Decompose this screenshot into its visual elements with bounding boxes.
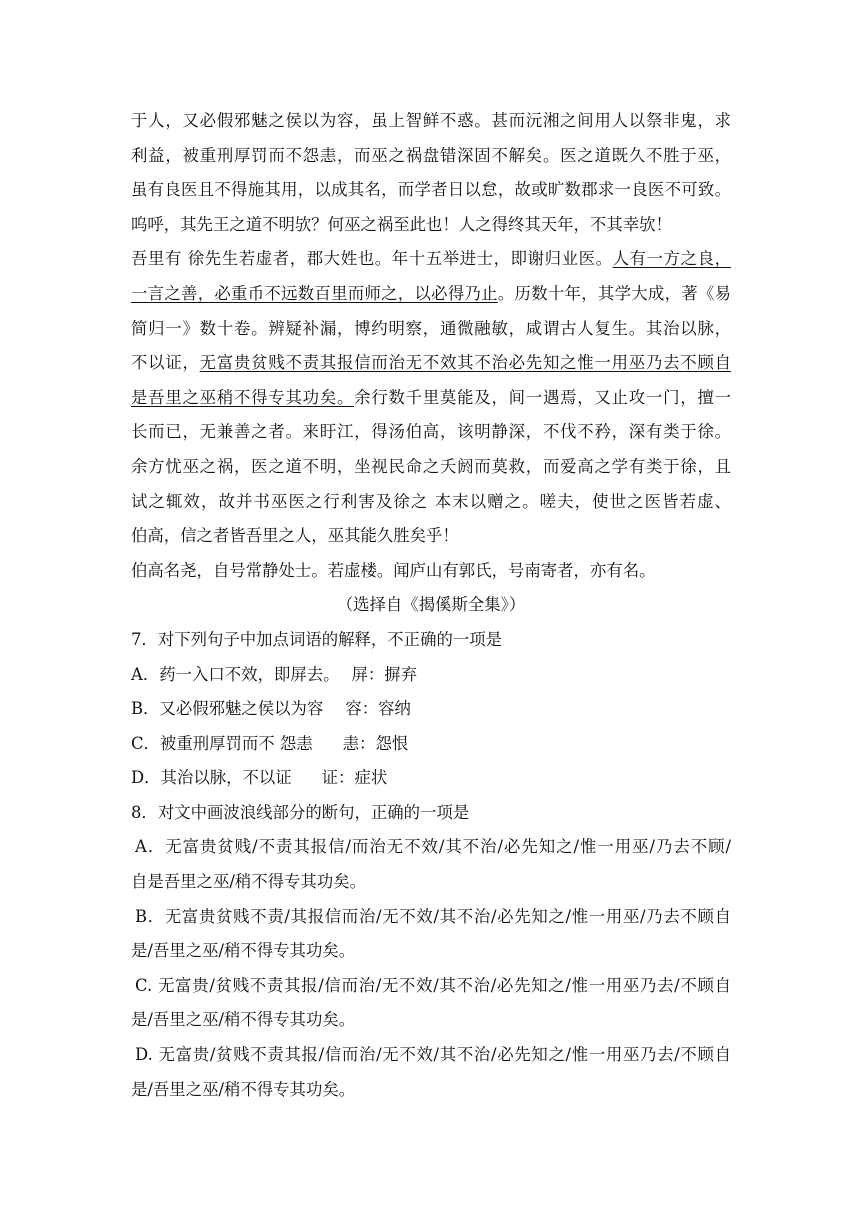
option-sentence: A．药一入口不效，即屏去。 xyxy=(131,664,340,684)
option-c: C. 无富贵/贫贱不责其报/信而治/无不效/其不治/必先知之/惟一用巫乃去/不顾自 xyxy=(135,975,731,995)
passage-text: 不以证， xyxy=(131,353,200,373)
option-b: B．无富贵贫贱不责/其报信而治/无不效/其不治/必先知之/惟一用巫/乃去不顾自 xyxy=(135,906,731,926)
source-citation: （选择自《揭傒斯全集》） xyxy=(336,595,526,615)
option-b-cont: 是/吾里之巫/稍不得专其功矣。 xyxy=(131,941,356,961)
passage-line: 伯高名尧，自号常静处士。若虚楼。闻庐山有郭氏，号南寄者，亦有名。 xyxy=(131,560,656,580)
passage-line: 于人，又必假邪魅之侯以为容，虽上智鲜不惑。甚而沅湘之间用人以祭非鬼，求 xyxy=(131,111,731,130)
option-sentence: D．其治以脉，不以证 xyxy=(131,768,292,788)
passage-line xyxy=(131,242,731,277)
option-c xyxy=(131,727,731,762)
wavy-underlined-text: 无富贵贫贱不责其报信而治无不效其不治必先知之惟一用巫乃去不顾自 xyxy=(199,353,732,373)
passage-line: 余方忧巫之祸，医之道不明，坐视民命之夭阏而莫救，而爱高之学有类于徐，且 xyxy=(131,456,731,476)
passage-line: 长而已，无兼善之者。来盱江，得汤伯高，该明静深，不伐不矜，深有类于徐。 xyxy=(131,422,731,442)
document-page xyxy=(131,104,731,1107)
option-d xyxy=(131,761,731,796)
question-8 xyxy=(131,796,731,1107)
option-gloss: 屏：摒弃 xyxy=(351,664,418,684)
wavy-underlined-text: 是吾里之巫稍不得专其功矣。 xyxy=(131,387,355,407)
passage-line xyxy=(131,381,731,416)
option-d: D. 无富贵/贫贱不责其报/信而治/无不效/其不治/必先知之/惟一用巫乃去/不顾自 xyxy=(135,1045,731,1065)
question-stem: 7．对下列句子中加点词语的解释，不正确的一项是 xyxy=(131,629,503,649)
option-a-cont: 自是吾里之巫/稍不得专其功矣。 xyxy=(131,872,366,892)
passage-text: 余行数千里莫能及，间一遇焉，又止攻一门，擅一 xyxy=(354,387,732,407)
passage-line: 呜呼，其先王之道不明欤？何巫之祸至此也！人之得终其天年，不其幸欤！ xyxy=(131,214,672,234)
passage-text: 吾里有 徐先生若虚者，郡大姓也。年十五举进士，即谢归业医。 xyxy=(131,249,613,269)
option-a: A．无富贵贫贱/不责其报信/而治无不效/其不治/必先知之/惟一用巫/乃去不顾/ xyxy=(135,837,731,857)
option-gloss: 恚：怨恨 xyxy=(342,733,409,753)
option-c-cont: 是/吾里之巫/稍不得专其功矣。 xyxy=(131,1010,356,1030)
wavy-underlined-text: 一言之善，必重币不远数百里而师之，以必得乃止 xyxy=(131,283,498,303)
option-sentence: C．被重刑厚罚而不 怨恚 xyxy=(131,733,313,753)
passage-line: 简归一》数十卷。辨疑补漏，博约明察，通微融敏，咸谓古人复生。其治以脉， xyxy=(131,318,731,338)
question-7 xyxy=(131,623,731,796)
passage-line xyxy=(131,346,731,381)
passage-text: 。历数十年，其学大成，著《易 xyxy=(497,283,732,303)
passage-line: 利益，被重刑厚罚而不怨恚，而巫之祸盘错深固不解矣。医之道既久不胜于巫， xyxy=(131,145,731,165)
option-gloss: 证：症状 xyxy=(321,768,388,788)
passage-line xyxy=(131,277,731,312)
passage-line: 虽有良医且不得施其用，以成其名，而学者日以怠，故或旷数郡求一良医不可致。 xyxy=(131,180,731,200)
option-gloss: 容：容纳 xyxy=(345,699,411,719)
option-sentence: B．又必假邪魅之侯以为容 xyxy=(131,699,324,719)
wavy-underlined-text: 人有一方之良， xyxy=(612,249,731,269)
passage-line: 试之辄效，故并书巫医之行利害及徐之 本末以赠之。嗟夫，使世之医皆若虚、 xyxy=(131,491,731,511)
option-d-cont: 是/吾里之巫/稍不得专其功矣。 xyxy=(131,1079,356,1099)
passage xyxy=(131,104,731,623)
option-b xyxy=(131,692,731,727)
option-a xyxy=(131,658,731,693)
passage-line: 伯高，信之者皆吾里之人，巫其能久胜矣乎！ xyxy=(131,526,459,546)
question-stem: 8．对文中画波浪线部分的断句，正确的一项是 xyxy=(131,802,470,822)
